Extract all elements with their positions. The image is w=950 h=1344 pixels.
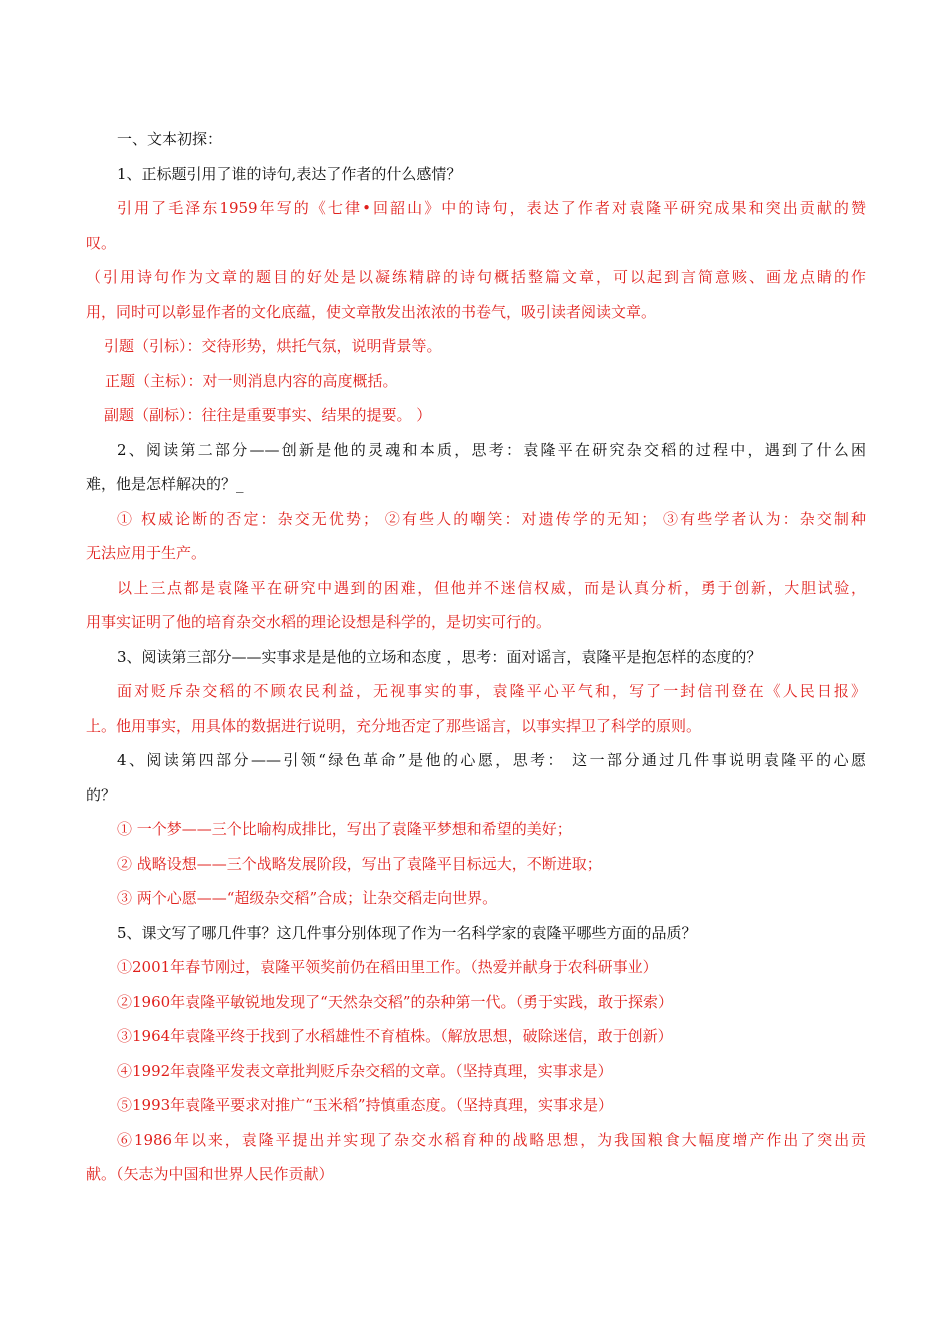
answer-5-item-4: ④1992年袁隆平发表文章批判贬斥杂交稻的文章。（坚持真理，实事求是） bbox=[117, 1061, 613, 1080]
question-4-line-2: 的？ bbox=[86, 785, 117, 804]
note-line-1: （引用诗句作为文章的题目的好处是以凝练精辟的诗句概括整篇文章，可以起到言简意赅、画龙点睛的作 bbox=[86, 268, 866, 286]
question-2-line-1: 2、阅读第二部分——创新是他的灵魂和本质，思考：袁隆平在研究杂交稻的过程中，遇到了什么困 bbox=[117, 440, 866, 459]
answer-3-line-2: 上。他用事实，用具体的数据进行说明，充分地否定了那些谣言，以事实捍卫了科学的原则。 bbox=[86, 716, 702, 735]
answer-5-item-5: ⑤1993年袁隆平要求对推广“玉米稻”持慎重态度。（坚持真理，实事求是） bbox=[117, 1096, 614, 1114]
note-line-2: 用，同时可以彰显作者的文化底蕴，使文章散发出浓浓的书卷气，吸引读者阅读文章。 bbox=[86, 302, 657, 321]
answer-2-line-3: 以上三点都是袁隆平在研究中遇到的困难，但他并不迷信权威，而是认真分析，勇于创新，大胆试验， bbox=[117, 578, 866, 597]
question-5: 5、课文写了哪几件事？这几件事分别体现了作为一名科学家的袁隆平哪些方面的品质？ bbox=[117, 923, 697, 942]
note-line-5: 副题（副标）：往往是重要事实、结果的提要。 ） bbox=[104, 406, 432, 424]
answer-2-line-2: 无法应用于生产。 bbox=[86, 544, 207, 562]
answer-2-line-1: ① 权威论断的否定：杂交无优势； ②有些人的嘲笑：对遗传学的无知； ③有些学者认为：杂交制种 bbox=[117, 509, 866, 528]
answer-1-line-1: 引用了毛泽东1959年写的《七律•回韶山》中的诗句，表达了作者对袁隆平研究成果和突出贡献的赞 bbox=[117, 199, 866, 217]
answer-5-item-6-line-2: 献。（矢志为中国和世界人民作贡献） bbox=[86, 1165, 334, 1183]
note-line-4: 正题（主标）：对一则消息内容的高度概括。 bbox=[105, 371, 398, 390]
answer-2-line-4: 用事实证明了他的培育杂交水稻的理论设想是科学的，是切实可行的。 bbox=[86, 613, 552, 631]
answer-4-item-3: ③ 两个心愿——“超级杂交稻”合成；让杂交稻走向世界。 bbox=[117, 889, 498, 907]
answer-1-line-2: 叹。 bbox=[86, 233, 117, 252]
note-line-3: 引题（引标）：交待形势，烘托气氛，说明背景等。 bbox=[104, 337, 442, 355]
question-1: 1、正标题引用了谁的诗句,表达了作者的什么感情？ bbox=[117, 164, 462, 183]
answer-3-line-1: 面对贬斥杂交稻的不顾农民利益，无视事实的事，袁隆平心平气和，写了一封信刊登在《人民日报》 bbox=[117, 682, 866, 700]
answer-4-item-2: ② 战略设想——三个战略发展阶段，写出了袁隆平目标远大，不断进取； bbox=[117, 854, 602, 873]
answer-5-item-2: ②1960年袁隆平敏锐地发现了“天然杂交稻”的杂种第一代。（勇于实践，敢于探索） bbox=[117, 992, 674, 1011]
document-body bbox=[86, 122, 866, 1192]
answer-5-item-3: ③1964年袁隆平终于找到了水稻雄性不育植株。（解放思想，破除迷信，敢于创新） bbox=[117, 1027, 673, 1045]
answer-4-item-1: ① 一个梦——三个比喻构成排比，写出了袁隆平梦想和希望的美好； bbox=[117, 820, 572, 838]
answer-5-item-1: ①2001年春节刚过，袁隆平领奖前仍在稻田里工作。（热爱并献身于农科研事业） bbox=[117, 958, 658, 976]
question-3: 3、阅读第三部分——实事求是是他的立场和态度 ，思考：面对谣言，袁隆平是抱怎样的态度的？ bbox=[117, 647, 762, 666]
answer-5-item-6-line-1: ⑥1986年以来，袁隆平提出并实现了杂交水稻育种的战略思想，为我国粮食大幅度增产作出了突出贡 bbox=[117, 1130, 866, 1149]
section-heading: 一、文本初探： bbox=[117, 130, 223, 148]
question-4-line-1: 4、阅读第四部分——引领“绿色革命”是他的心愿，思考： 这一部分通过几件事说明袁隆平的心愿 bbox=[117, 751, 866, 769]
question-2-line-2: 难，他是怎样解决的？_ bbox=[86, 475, 244, 493]
